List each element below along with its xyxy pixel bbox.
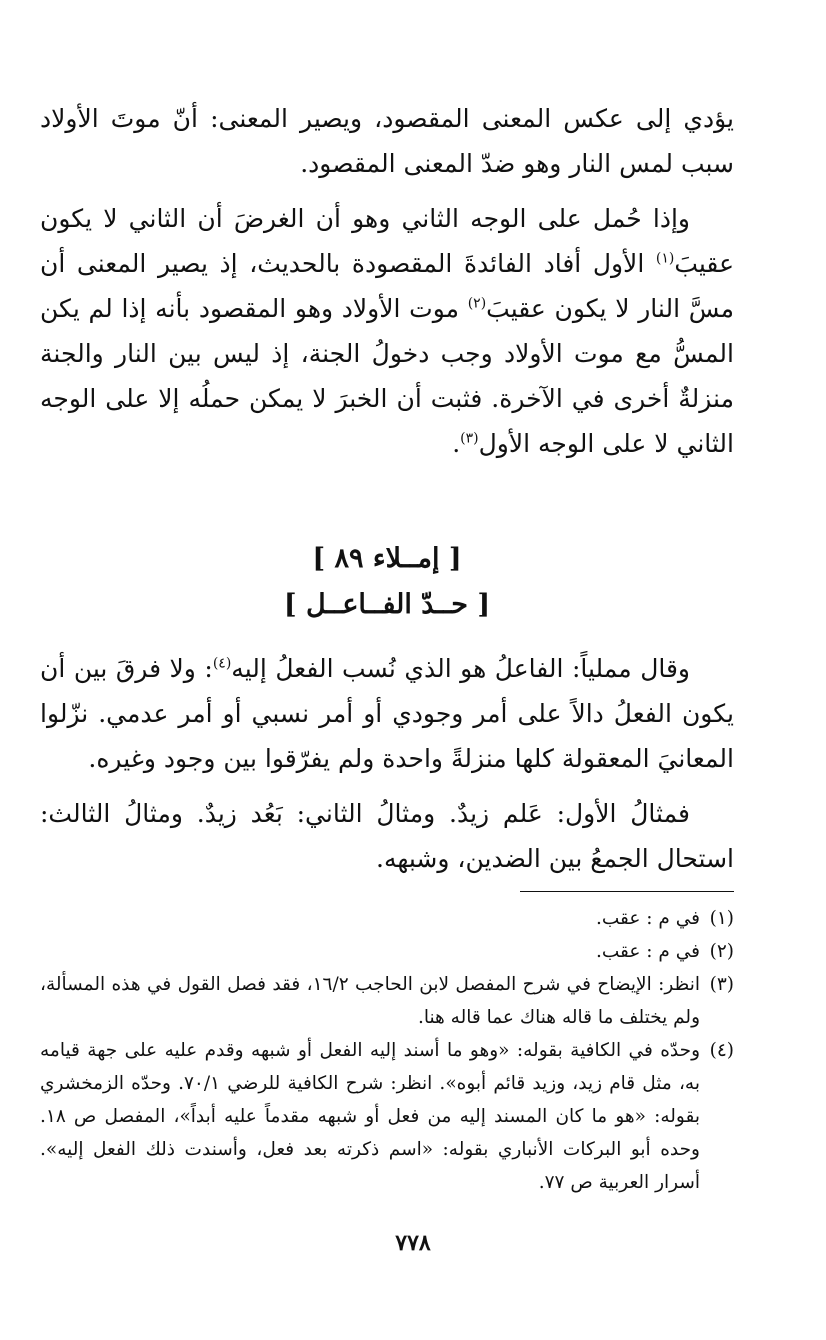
footnote-item xyxy=(40,968,734,1034)
section-headings xyxy=(40,536,734,628)
footnote-item xyxy=(40,902,734,935)
footnote-text: في م : عقب. xyxy=(595,908,700,929)
footnote-number: (١) xyxy=(709,908,734,929)
paragraph-definition xyxy=(40,646,734,781)
paragraph-continuation: يؤدي إلى عكس المعنى المقصود، ويصير المعنى: أنّ موتَ الأولاد سبب لمس النار وهو ضدّ المعنى المقصود. xyxy=(40,104,734,178)
footnotes xyxy=(40,902,734,1199)
footnote-number: (٣) xyxy=(709,974,734,995)
book-page xyxy=(40,96,734,1199)
footnote-number: (٢) xyxy=(709,941,734,962)
paragraph-second-aspect xyxy=(40,196,734,466)
footnote-ref-2[interactable]: (٢) xyxy=(467,295,487,312)
dictation-heading: [ إمــلاء ٨٩ ] xyxy=(312,543,462,574)
footnote-item xyxy=(40,935,734,968)
footnote-number: (٤) xyxy=(709,1040,734,1061)
paragraph-examples: فمثالُ الأول: عَلم زيدٌ. ومثالُ الثاني: بَعُد زيدٌ. ومثالُ الثالث: استحال الجمعُ بين الضدين، وشبهه. xyxy=(40,799,734,873)
footnote-text: وحدّه في الكافية بقوله: «وهو ما أسند إليه الفعل أو شبهه وقدم عليه على جهة قيامه به، مثل قام زيد، وزيد قائم أبوه». انظر: شرح الكافية للرضي ٧٠/١. وحدّه الزمخشري بقوله: «هو ما كان المسند إليه من فعل أو شبهه مقدماً عليه أبداً»، المفصل ص ١٨. وحده أبو البركات الأنباري بقوله: «اسم ذكرته بعد فعل، وأسندت ذلك الفعل إليه». أسرار العربية ص ٧٧. xyxy=(40,1040,700,1193)
section-body xyxy=(40,646,734,881)
footnote-text: انظر: الإيضاح في شرح المفصل لابن الحاجب ١٦/٢، فقد فصل القول في هذه المسألة، ولم يختلف ما قاله هناك عما قاله هنا. xyxy=(40,974,700,1028)
paragraph-text: وإذا حُمل على الوجه الثاني وهو أن الغرضَ أن الثاني لا يكون عقيبَ xyxy=(40,204,734,278)
footnote-ref-1[interactable]: (١) xyxy=(655,250,675,267)
footnote-ref-3[interactable]: (٣) xyxy=(460,430,479,447)
paragraph-text: . xyxy=(452,429,461,458)
footnote-item xyxy=(40,1034,734,1199)
paragraph-text: : ولا فرقَ بين أن يكون الفعلُ دالاً على أمر وجودي أو أمر نسبي أو أمر عدمي. نزّلوا المعانيَ المعقولة كلها منزلةً واحدة ولم يفرّقوا بين وجود وغيره. xyxy=(40,654,734,773)
footnote-text: في م : عقب. xyxy=(595,941,700,962)
section-title: [ حــدّ الفــاعــل ] xyxy=(283,589,491,620)
paragraph-text: موت الأولاد وهو المقصود بأنه إذا لم يكن المسُّ مع موت الأولاد وجب دخولُ الجنة، إذ ليس بين النار والجنة منزلةٌ أخرى في الآخرة. فثبت أن الخبرَ لا يمكن حملُه إلا على الوجه الثاني لا على الوجه الأول xyxy=(40,294,734,458)
paragraph-text: الأول أفاد الفائدةَ المقصودة بالحديث، إذ يصير المعنى أن مسَّ النار لا يكون عقيبَ xyxy=(40,249,734,323)
footnote-divider xyxy=(520,891,734,892)
page-number: ٧٧٨ xyxy=(395,1230,431,1256)
paragraph-text: وقال مملياً: الفاعلُ هو الذي نُسب الفعلُ إليه xyxy=(231,654,691,683)
footnote-ref-4[interactable]: (٤) xyxy=(212,655,232,672)
